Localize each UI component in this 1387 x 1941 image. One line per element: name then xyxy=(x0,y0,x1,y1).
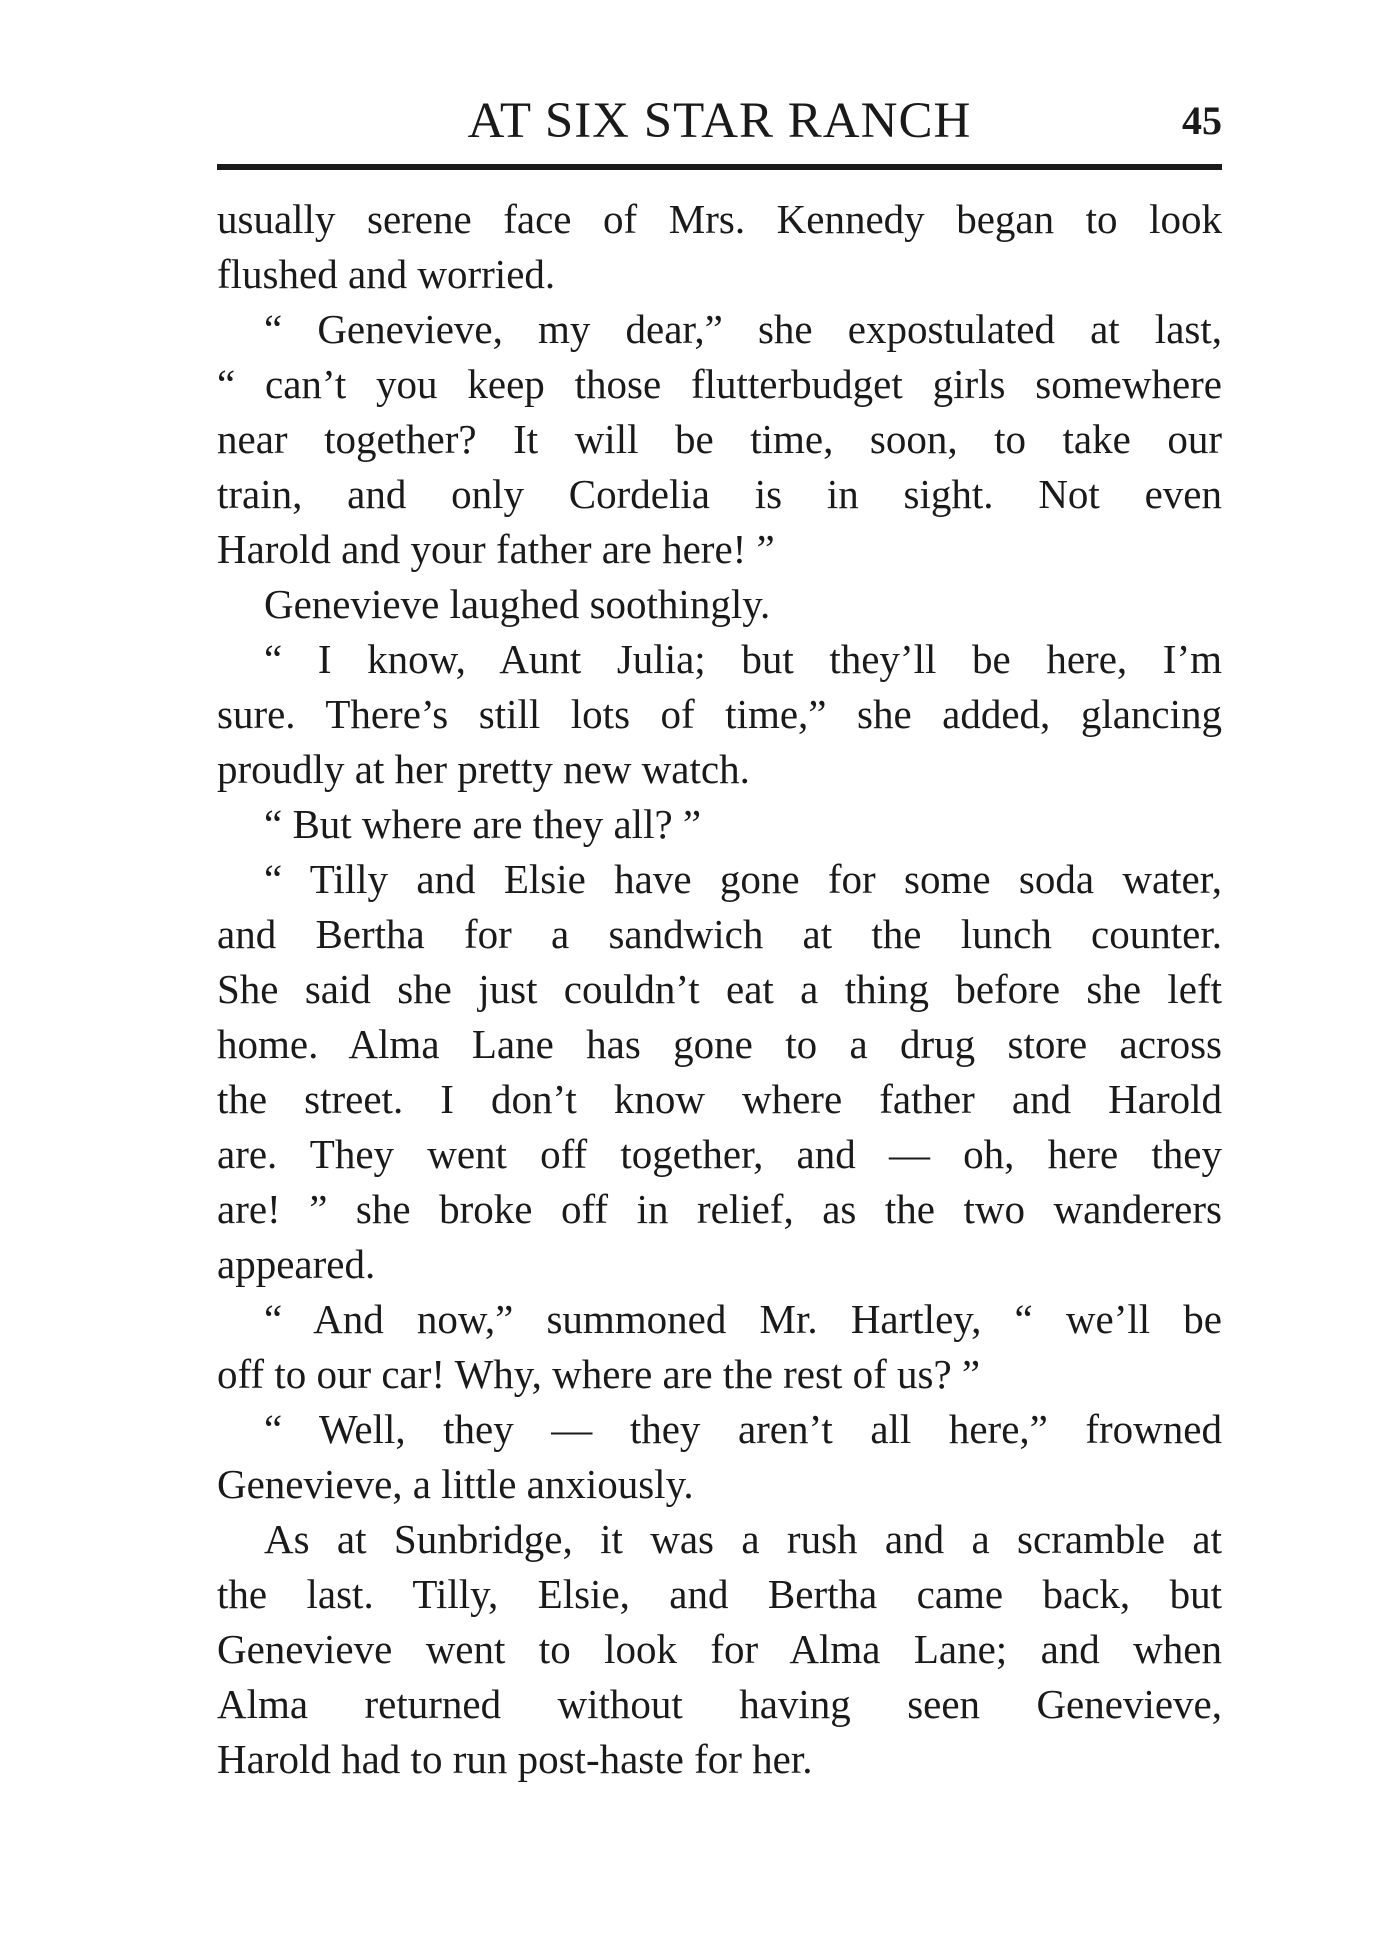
text-line: “ And now,” summoned Mr. Hartley, “ we’ll be xyxy=(264,1296,1222,1342)
text-line: Genevieve went to look for Alma Lane; and when xyxy=(217,1626,1222,1672)
text-line: off to our car! Why, where are the rest of us? ” xyxy=(217,1351,981,1397)
text-line: are. They went off together, and — oh, here they xyxy=(217,1131,1222,1177)
text-line: She said she just couldn’t eat a thing before she left xyxy=(217,966,1222,1012)
text-line: “ But where are they all? ” xyxy=(264,801,702,847)
text-line: sure. There’s still lots of time,” she added, glancing xyxy=(217,691,1222,737)
text-line: “ Genevieve, my dear,” she expostulated at last, xyxy=(264,306,1222,352)
page-number: 45 xyxy=(1182,98,1222,143)
text-line: proudly at her pretty new watch. xyxy=(217,746,750,792)
text-line: flushed and worried. xyxy=(217,251,556,297)
header-rule xyxy=(217,164,1222,170)
text-line: Alma returned without having seen Genevieve, xyxy=(217,1681,1222,1727)
text-line: “ I know, Aunt Julia; but they’ll be here, I’m xyxy=(264,636,1222,682)
running-head xyxy=(217,86,1222,156)
text-line: Genevieve laughed soothingly. xyxy=(264,581,771,627)
running-title: AT SIX STAR RANCH xyxy=(467,93,972,149)
text-line: Genevieve, a little anxiously. xyxy=(217,1461,694,1507)
text-line: As at Sunbridge, it was a rush and a scramble at xyxy=(264,1516,1222,1562)
text-line: and Bertha for a sandwich at the lunch counter. xyxy=(217,911,1222,957)
text-line: usually serene face of Mrs. Kennedy began to look xyxy=(217,196,1222,242)
text-line: the street. I don’t know where father and Harold xyxy=(217,1076,1222,1122)
text-line: train, and only Cordelia is in sight. Not even xyxy=(217,471,1222,517)
text-line: near together? It will be time, soon, to take our xyxy=(217,416,1222,462)
text-line: “ Tilly and Elsie have gone for some soda water, xyxy=(264,856,1222,902)
text-line: are! ” she broke off in relief, as the two wanderers xyxy=(217,1186,1222,1232)
text-line: “ can’t you keep those flutterbudget girls somewhere xyxy=(217,361,1222,407)
text-line: “ Well, they — they aren’t all here,” frowned xyxy=(264,1406,1222,1452)
text-line: the last. Tilly, Elsie, and Bertha came back, but xyxy=(217,1571,1222,1617)
body-text xyxy=(217,192,1222,1787)
text-line: Harold had to run post-haste for her. xyxy=(217,1736,813,1782)
text-line: Harold and your father are here! ” xyxy=(217,526,775,572)
text-line: appeared. xyxy=(217,1241,376,1287)
text-line: home. Alma Lane has gone to a drug store across xyxy=(217,1021,1222,1067)
